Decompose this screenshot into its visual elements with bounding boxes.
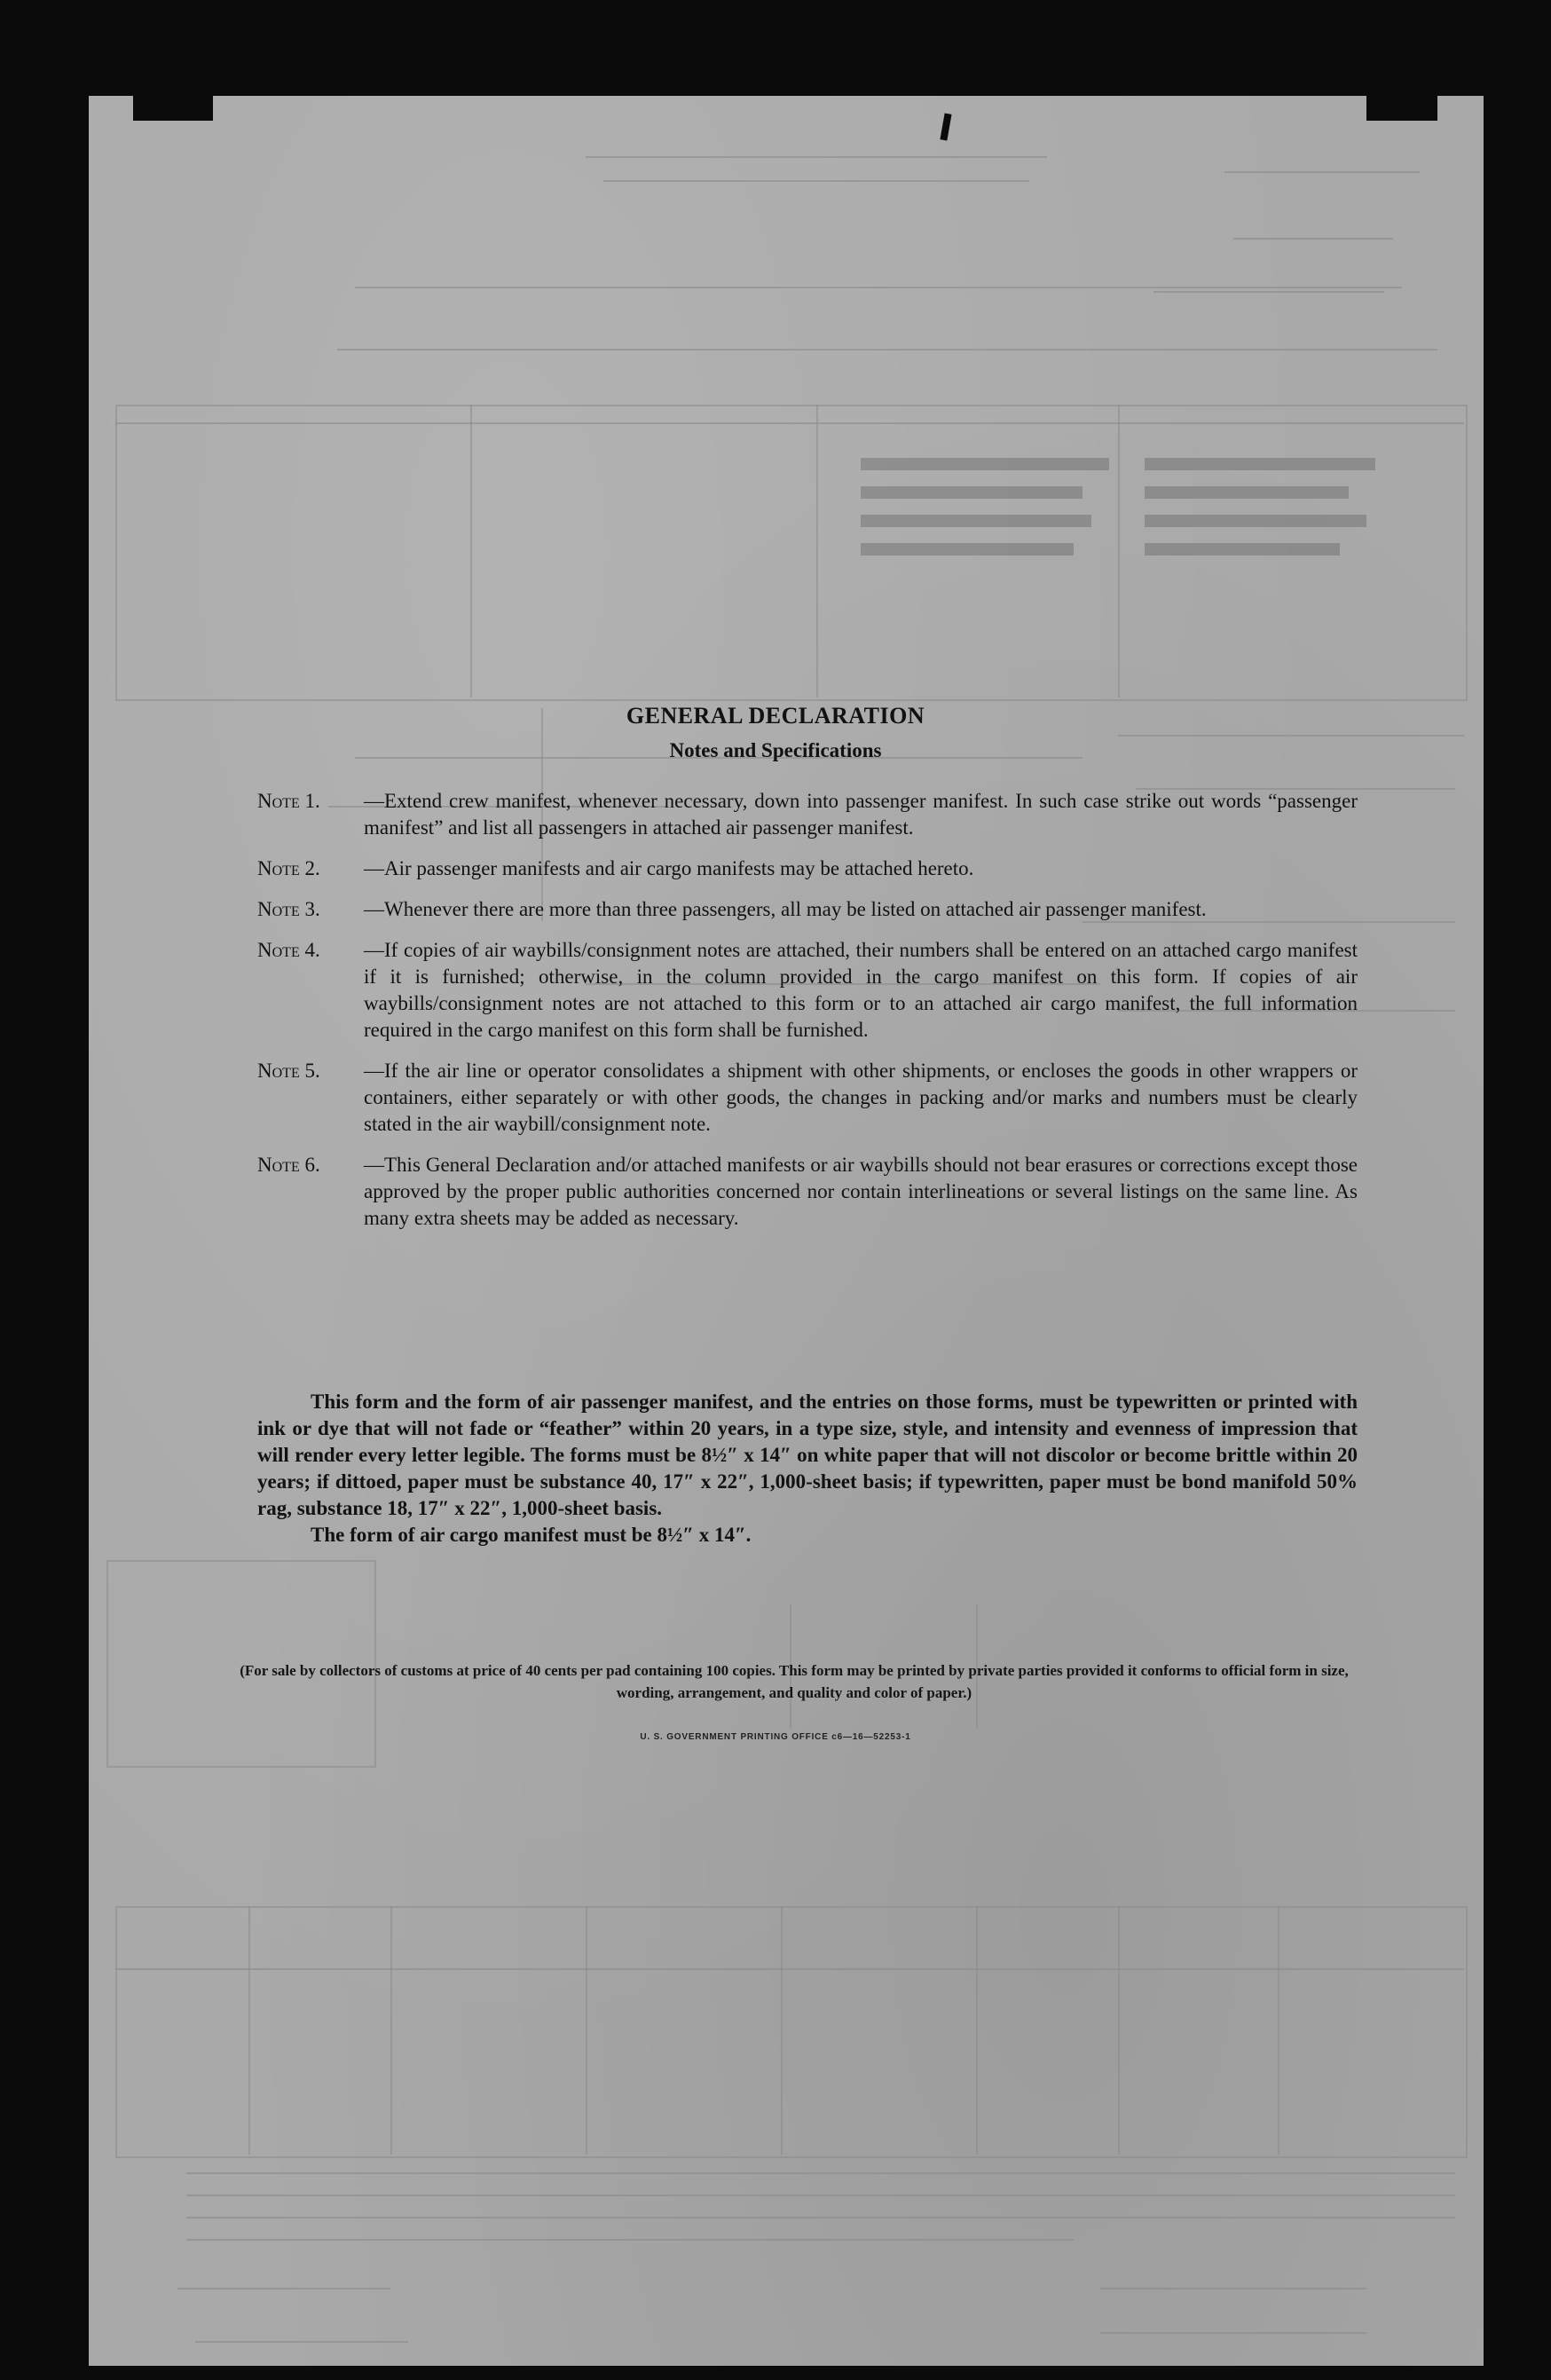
note-label: Note 6. <box>257 1154 320 1176</box>
bleed-through-column <box>586 1906 587 2155</box>
note-text: —Extend crew manifest, whenever necessary, down into passenger manifest. In such case strike out words “passenger manifest” and list all passengers in attached air passenger manifest. <box>364 790 1358 839</box>
bleed-through-line <box>1118 735 1464 737</box>
note-5 <box>257 1058 1358 1138</box>
note-text: —If copies of air waybills/consignment notes are attached, their numbers shall be entered on an attached cargo manifest if it is furnished; otherwise, in the column provided in the cargo manifest on this form. If copies of air waybills/consignment notes are not attached to this form or to an attached air cargo manifest, the full information required in the cargo manifest on this form shall be furnished. <box>364 939 1358 1041</box>
printing-office-imprint: U. S. GOVERNMENT PRINTING OFFICE c6—16—52253-1 <box>640 1732 911 1742</box>
note-label: Note 2. <box>257 857 320 879</box>
bleed-through-line <box>337 349 1437 351</box>
bleed-through-column <box>248 1906 250 2155</box>
bleed-through-line <box>186 2172 1455 2174</box>
bleed-through-line <box>1100 2332 1366 2334</box>
bleed-through-line <box>355 287 1402 288</box>
note-1 <box>257 788 1358 841</box>
bleed-through-typed-text <box>861 515 1091 527</box>
bleed-through-line <box>1233 238 1393 240</box>
bleed-through-typed-text <box>861 458 1109 470</box>
page-title: GENERAL DECLARATION <box>626 703 925 729</box>
bleed-through-line <box>186 2195 1455 2196</box>
bleed-through-line <box>186 2217 1455 2218</box>
binding-tab-left <box>133 96 213 121</box>
bleed-through-cargo-table <box>115 1906 1468 2158</box>
note-label: Note 3. <box>257 898 320 920</box>
bleed-through-column <box>1278 1906 1279 2155</box>
paragraph-2: The form of air cargo manifest must be 8½″ x 14″. <box>311 1524 752 1546</box>
note-3 <box>257 896 1358 923</box>
bleed-through-line <box>195 2341 408 2343</box>
bleed-through-column <box>976 1906 978 2155</box>
bleed-through-line <box>1100 2288 1366 2289</box>
bleed-through-line <box>603 180 1029 182</box>
bleed-through-line <box>586 156 1047 158</box>
bleed-through-column <box>781 1906 783 2155</box>
bleed-through-line <box>1153 291 1384 293</box>
notes-list <box>257 788 1358 1246</box>
bleed-through-typed-text <box>1145 486 1349 499</box>
sale-notice: (For sale by collectors of customs at price of 40 cents per pad containing 100 copies. This form may be printed by private parties provided it conforms to official form in size, wording, arrangement, and quality and color of paper.) <box>240 1662 1349 1701</box>
bleed-through-typed-text <box>861 486 1083 499</box>
note-text: —This General Declaration and/or attached manifests or air waybills should not bear erasures or corrections except those approved by the proper public authorities concerned nor contain interlineations or several listings on the same line. As many extra sheets may be added as necessary. <box>364 1154 1358 1229</box>
note-label: Note 1. <box>257 790 320 812</box>
paragraph-1: This form and the form of air passenger manifest, and the entries on those forms, must be typewritten or printed with ink or dye that will not fade or “feather” within 20 years, in a type size, style, and intensity and evenness of impression that will render every letter legible. The forms must be 8½″ x 14″ on white paper that will not discolor or become brittle within 20 years; if dittoed, paper must be substance 40, 17″ x 22″, 1,000-sheet basis; if typewritten, paper must be bond manifold 50% rag, substance 18, 17″ x 22″, 1,000-sheet basis. <box>257 1391 1358 1519</box>
bleed-through-column <box>1118 1906 1120 2155</box>
bleed-through-line <box>186 2239 1074 2241</box>
bleed-through-typed-text <box>861 543 1074 556</box>
note-text: —Whenever there are more than three passengers, all may be listed on attached air passenger manifest. <box>364 898 1207 920</box>
form-specification-paragraph <box>257 1389 1358 1549</box>
bleed-through-line <box>1224 171 1420 173</box>
bleed-through-column <box>1118 405 1120 697</box>
page-subtitle: Notes and Specifications <box>669 739 882 761</box>
bleed-through-column <box>390 1906 392 2155</box>
note-2 <box>257 855 1358 882</box>
note-4 <box>257 937 1358 1044</box>
bleed-through-typed-text <box>1145 543 1340 556</box>
note-label: Note 4. <box>257 939 320 961</box>
note-6 <box>257 1152 1358 1232</box>
bleed-through-line <box>177 2288 390 2289</box>
note-text: —Air passenger manifests and air cargo manifests may be attached hereto. <box>364 857 974 879</box>
bleed-through-column <box>470 405 472 697</box>
binding-tab-right <box>1366 96 1437 121</box>
bleed-through-typed-text <box>1145 458 1375 470</box>
bleed-through-typed-text <box>1145 515 1366 527</box>
bleed-through-column <box>816 405 818 697</box>
note-text: —If the air line or operator consolidates a shipment with other shipments, or encloses the goods in other wrappers or containers, either separately or with other goods, the changes in packing and/or marks and numbers must be clearly stated in the air waybill/consignment note. <box>364 1060 1358 1135</box>
note-label: Note 5. <box>257 1060 320 1082</box>
bleed-through-line <box>115 1968 1464 1970</box>
bleed-through-line <box>115 422 1464 424</box>
